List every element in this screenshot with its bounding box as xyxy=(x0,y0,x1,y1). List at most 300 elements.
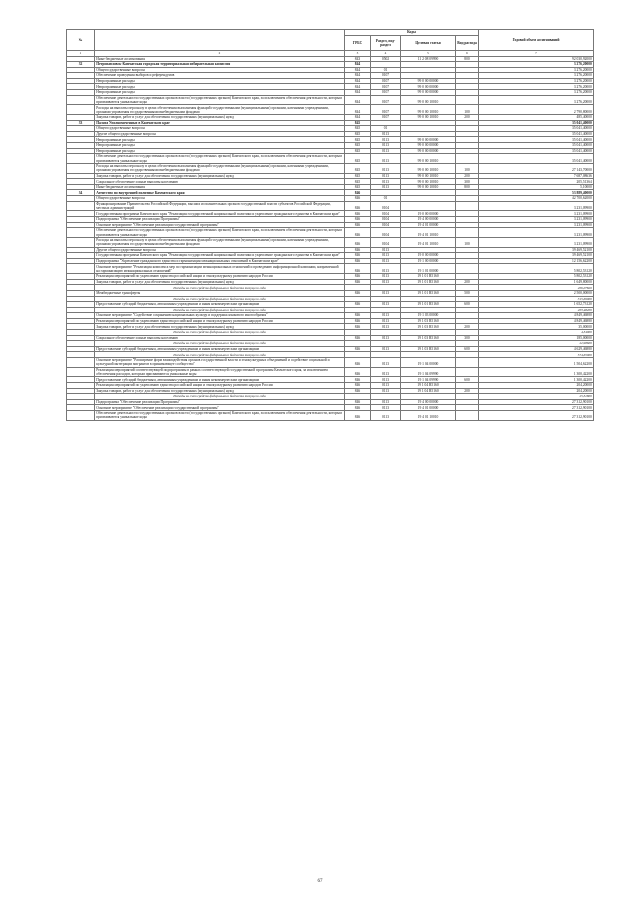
row-target-article: 99 0 00 00000 xyxy=(401,90,456,96)
row-name: Предоставление субсидий бюджетным, автономным учреждениям и иным некоммерческим организациям xyxy=(95,377,345,383)
row-name: Социальное обеспечение и иные выплаты населению xyxy=(95,335,345,341)
budget-table xyxy=(66,29,594,421)
row-name: Непрограммные расходы xyxy=(95,84,345,90)
row-amount: 39 469,52100 xyxy=(479,247,594,253)
row-target-article: 19 4 01 00000 xyxy=(401,222,456,228)
row-razdel: 0113 xyxy=(371,346,401,352)
row-amount: 4 629,46880 xyxy=(479,346,594,352)
row-name: Предоставление субсидий бюджетным, автономным учреждениям и иным некоммерческим организациям xyxy=(95,346,345,352)
row-razdel: 0113 xyxy=(371,131,401,137)
row-grbs: 846 xyxy=(345,410,371,420)
table-row xyxy=(67,237,594,247)
row-razdel: 0113 xyxy=(371,258,401,264)
row-razdel: 0104 xyxy=(371,201,401,211)
row-amount: 92 030,92000 xyxy=(479,56,594,62)
row-razdel: 0502 xyxy=(371,56,401,62)
row-grbs: 846 xyxy=(345,383,371,389)
row-razdel: 0113 xyxy=(371,143,401,149)
row-amount: 574,65900 xyxy=(479,352,594,358)
row-razdel: 0104 xyxy=(371,217,401,223)
row-razdel: 0113 xyxy=(371,367,401,377)
row-target-article: 99 0 00 10010 xyxy=(401,105,456,115)
row-name: Социальное обеспечение и иные выплаты населению xyxy=(95,179,345,185)
row-grbs: 846 xyxy=(345,222,371,228)
row-expense-type xyxy=(456,95,479,105)
row-grbs: 844 xyxy=(345,90,371,96)
row-name: Основное мероприятие "Реализация комплекса мер по гармонизации межнациональных отношений и проведению информационной кампании, направленной на гармонизацию межнациональных отношений" xyxy=(95,264,345,274)
row-razdel: 0113 xyxy=(371,247,401,253)
row-amount: 27 312,90100 xyxy=(479,399,594,405)
row-amount: 22,98600 xyxy=(479,341,594,347)
row-name: Обеспечение деятельности государственных органов власти (государственных органов) Камчатского края, за исключением обеспечения деятельности, которым присваиваются уникальные коды xyxy=(95,410,345,420)
row-amount: 27 312,90100 xyxy=(479,410,594,420)
row-grbs: 845 xyxy=(345,148,371,154)
row-amount: 204,20000 xyxy=(479,383,594,389)
row-number: 33 xyxy=(67,120,95,126)
row-name: Реализация мероприятий по укреплению единства российской нации и этнокультурному развитию народов России xyxy=(95,383,345,389)
row-expense-type: 600 xyxy=(456,377,479,383)
row-grbs: 846 xyxy=(345,388,371,394)
row-grbs: 845 xyxy=(345,154,371,164)
row-expense-type: 500 xyxy=(456,290,479,296)
row-amount: 5 802,53120 xyxy=(479,264,594,274)
row-target-article: 99 0 00 10010 xyxy=(401,95,456,105)
row-target-article: 19 4 01 10010 xyxy=(401,237,456,247)
row-amount: 2 790,80000 xyxy=(479,105,594,115)
row-razdel: 0107 xyxy=(371,78,401,84)
row-number xyxy=(67,367,95,377)
row-target-article: 19 1 03 R5160 xyxy=(401,346,456,352)
row-name: Расходы за счет средств федерального бюджета текущего года xyxy=(95,394,345,400)
row-name: Основное мероприятие "Обеспечение реализации государственной программы" xyxy=(95,222,345,228)
table-row xyxy=(67,154,594,164)
row-amount: 5,10000 xyxy=(479,184,594,190)
table-header-row xyxy=(67,30,594,36)
row-number xyxy=(67,264,95,274)
row-grbs: 846 xyxy=(345,313,371,319)
header-codes: Коды xyxy=(345,30,479,36)
row-name: Обеспечение деятельности государственных органов власти (государственных органов) Камчатского края, за исключением обеспечения деятельности, которым присваиваются уникальные коды xyxy=(95,95,345,105)
row-number: 34 xyxy=(67,190,95,196)
row-target-article: 19 1 01 R5160 xyxy=(401,279,456,285)
row-razdel: 01 xyxy=(371,196,401,202)
row-target-article: 19 1 03 R5160 xyxy=(401,335,456,341)
row-razdel: 0113 xyxy=(371,318,401,324)
colnum: 6 xyxy=(456,50,479,56)
header-number: № xyxy=(67,30,95,51)
row-expense-type xyxy=(456,201,479,211)
row-razdel: 0107 xyxy=(371,105,401,115)
row-name: Основное мероприятие "Обеспечение реализации государственной программы" xyxy=(95,405,345,411)
table-row xyxy=(67,264,594,274)
row-target-article: 19 1 01 R5160 xyxy=(401,302,456,308)
row-razdel: 0107 xyxy=(371,84,401,90)
row-expense-type xyxy=(456,410,479,420)
row-expense-type: 300 xyxy=(456,335,479,341)
row-name: Обеспечение деятельности государственных органов власти (государственных органов) Камчатского края, за исключением обеспечения деятельности, которым присваиваются уникальные коды xyxy=(95,228,345,238)
row-target-article xyxy=(401,201,456,211)
row-razdel: 0113 xyxy=(371,410,401,420)
row-expense-type xyxy=(456,357,479,367)
colnum: 3 xyxy=(345,50,371,56)
row-name: Закупка товаров, работ и услуг для обеспечения государственных (муниципальных) нужд xyxy=(95,279,345,285)
row-target-article: 99 0 00 10010 xyxy=(401,179,456,185)
row-grbs: 844 xyxy=(345,95,371,105)
row-razdel: 0113 xyxy=(371,264,401,274)
row-name: Непрограммные расходы xyxy=(95,137,345,143)
row-expense-type: 200 xyxy=(456,173,479,179)
row-expense-type xyxy=(456,154,479,164)
row-target-article: 19 0 00 00000 xyxy=(401,253,456,259)
row-grbs: 846 xyxy=(345,367,371,377)
row-grbs: 846 xyxy=(345,302,371,308)
row-grbs: 844 xyxy=(345,67,371,73)
budget-document-page xyxy=(66,29,593,421)
row-razdel: 01 xyxy=(371,67,401,73)
row-grbs: 844 xyxy=(345,84,371,90)
row-name: Агентство по внутренней политике Камчатского края xyxy=(95,190,345,196)
row-razdel: 0113 xyxy=(371,173,401,179)
row-name: Общегосударственные вопросы xyxy=(95,126,345,132)
colnum: 5 xyxy=(401,50,456,56)
row-grbs: 845 xyxy=(345,184,371,190)
row-number xyxy=(67,154,95,164)
row-grbs: 846 xyxy=(345,264,371,274)
row-target-article: 19 0 00 00000 xyxy=(401,211,456,217)
colnum: 1 xyxy=(67,50,95,56)
row-name: Государственная программа Камчатского края "Реализация государственной национальной политики и укрепление гражданского единства в Камчатском крае" xyxy=(95,211,345,217)
row-razdel: 0113 xyxy=(371,388,401,394)
row-target-article: 99 0 00 00000 xyxy=(401,148,456,154)
row-expense-type: 300 xyxy=(456,179,479,185)
row-expense-type: 200 xyxy=(456,388,479,394)
row-razdel: 0113 xyxy=(371,377,401,383)
row-target-article: 19 1 03 R5160 xyxy=(401,324,456,330)
row-razdel: 0113 xyxy=(371,279,401,285)
row-razdel: 0113 xyxy=(371,357,401,367)
row-name: Непрограммные расходы xyxy=(95,78,345,84)
row-name: Расходы за счет средств федерального бюджета текущего года xyxy=(95,352,345,358)
row-amount: 27 143,70000 xyxy=(479,163,594,173)
row-target-article: 19 4 01 10010 xyxy=(401,228,456,238)
row-expense-type: 100 xyxy=(456,237,479,247)
row-target-article: 99 0 00 10010 xyxy=(401,115,456,121)
table-row xyxy=(67,357,594,367)
row-grbs: 846 xyxy=(345,290,371,296)
colnum: 7 xyxy=(479,50,594,56)
row-name: Палата Уполномоченных в Камчатском крае xyxy=(95,120,345,126)
row-grbs: 846 xyxy=(345,274,371,280)
row-amount: 3 276,20000 xyxy=(479,95,594,105)
row-name: Непрограммные расходы xyxy=(95,90,345,96)
row-razdel: 0113 xyxy=(371,154,401,164)
table-row xyxy=(67,95,594,105)
row-name: Подпрограмма "Обеспечение реализации Программы" xyxy=(95,217,345,223)
row-razdel: 0113 xyxy=(371,383,401,389)
row-amount: 3 276,20000 xyxy=(479,78,594,84)
row-name: Непрограммные расходы xyxy=(95,143,345,149)
row-grbs: 846 xyxy=(345,324,371,330)
row-target-article: 99 0 00 00000 xyxy=(401,78,456,84)
row-name: Расходы за счет средств федерального бюджета текущего года xyxy=(95,341,345,347)
row-amount: 3 231,09900 xyxy=(479,201,594,211)
row-amount: 1 300,42200 xyxy=(479,367,594,377)
row-name: Подпрограмма "Укрепление гражданского единства и гармонизация межнациональных отношений в Камчатском крае" xyxy=(95,258,345,264)
row-grbs: 845 xyxy=(345,179,371,185)
row-target-article: 19 1 04 09990 xyxy=(401,377,456,383)
row-target-article: 99 0 00 10010 xyxy=(401,184,456,190)
row-amount: 4 849,46880 xyxy=(479,313,594,319)
row-grbs: 844 xyxy=(345,62,371,68)
row-name: Общегосударственные вопросы xyxy=(95,196,345,202)
row-grbs: 846 xyxy=(345,253,371,259)
row-razdel: 0113 xyxy=(371,324,401,330)
row-amount: 3 276,20000 xyxy=(479,67,594,73)
row-target-article: 19 1 04 R5160 xyxy=(401,383,456,389)
row-amount: 27 312,90100 xyxy=(479,405,594,411)
row-number: 32 xyxy=(67,62,95,68)
page-number: 67 xyxy=(317,879,323,884)
row-target-article: 99 0 00 10010 xyxy=(401,173,456,179)
row-name: Общегосударственные вопросы xyxy=(95,67,345,73)
row-amount: 35 041,40000 xyxy=(479,148,594,154)
row-target-article: 99 0 00 10010 xyxy=(401,154,456,164)
row-grbs: 846 xyxy=(345,228,371,238)
row-grbs: 846 xyxy=(345,279,371,285)
row-grbs: 846 xyxy=(345,377,371,383)
row-amount: 35 041,40000 xyxy=(479,131,594,137)
row-amount: 5 802,53120 xyxy=(479,274,594,280)
row-grbs: 845 xyxy=(345,163,371,173)
row-name: Функционирование Правительства Российской Федерации, высших исполнительных органов государственной власти субъектов Российской Федерации, местных администраций xyxy=(95,201,345,211)
table-row xyxy=(67,410,594,420)
row-target-article: 11 2 08 09990 xyxy=(401,56,456,62)
row-razdel: 0113 xyxy=(371,274,401,280)
row-name: Другие общегосударственные вопросы xyxy=(95,131,345,137)
row-grbs: 846 xyxy=(345,211,371,217)
row-target-article: 19 1 01 R5160 xyxy=(401,274,456,280)
row-grbs: 846 xyxy=(345,258,371,264)
row-target-article: 19 1 04 09990 xyxy=(401,367,456,377)
row-name: Расходы за счет средств федерального бюджета текущего года xyxy=(95,330,345,336)
row-grbs: 846 xyxy=(345,217,371,223)
row-name: Иные бюджетные ассигнования xyxy=(95,184,345,190)
row-razdel: 0113 xyxy=(371,179,401,185)
row-razdel: 0113 xyxy=(371,184,401,190)
row-amount: 1 300,42200 xyxy=(479,377,594,383)
row-name: Расходы на выплаты персоналу в целях обеспечения выполнения функций государственными (муниципальными) органами, казенными учреждениями, органами управления государственными внебюджетными фондами xyxy=(95,237,345,247)
row-amount: 3 276,20000 xyxy=(479,73,594,79)
row-razdel: 0104 xyxy=(371,237,401,247)
row-name: Государственная программа Камчатского края "Реализация государственной национальной политики и укрепление гражданского единства в Камчатском крае" xyxy=(95,253,345,259)
header-grbs: ГРБС xyxy=(345,35,371,50)
row-name: Расходы за счет средств федерального бюджета текущего года xyxy=(95,296,345,302)
row-grbs: 845 xyxy=(345,137,371,143)
row-target-article: 19 1 01 R5160 xyxy=(401,290,456,296)
row-amount: 203,48200 xyxy=(479,307,594,313)
row-amount: 4,34900 xyxy=(479,330,594,336)
row-expense-type: 200 xyxy=(456,279,479,285)
row-amount: 35 041,40000 xyxy=(479,137,594,143)
row-amount: 35 041,40000 xyxy=(479,120,594,126)
row-amount: 35 041,40000 xyxy=(479,126,594,132)
row-grbs: 846 xyxy=(345,357,371,367)
row-amount: 3 231,09900 xyxy=(479,222,594,228)
row-grbs: 846 xyxy=(345,399,371,405)
row-grbs: 845 xyxy=(345,143,371,149)
table-row xyxy=(67,163,594,173)
row-name: Петропавловск-Камчатская городская территориальная избирательная комиссия xyxy=(95,62,345,68)
row-amount: 1 649,80000 xyxy=(479,279,594,285)
row-amount: 53 889,40000 xyxy=(479,190,594,196)
header-name xyxy=(95,30,345,51)
row-target-article: 19 1 01 00000 xyxy=(401,264,456,274)
row-grbs: 844 xyxy=(345,105,371,115)
row-amount: 3 276,20000 xyxy=(479,62,594,68)
row-grbs: 843 xyxy=(345,56,371,62)
row-number xyxy=(67,95,95,105)
row-number xyxy=(67,163,95,173)
row-expense-type xyxy=(456,264,479,274)
row-name: Межбюджетные трансферты xyxy=(95,290,345,296)
table-body xyxy=(67,56,594,420)
row-amount: 25,32800 xyxy=(479,394,594,400)
row-name: Обеспечение проведения выборов и референдумов xyxy=(95,73,345,79)
row-number xyxy=(67,237,95,247)
row-grbs: 845 xyxy=(345,131,371,137)
row-grbs: 846 xyxy=(345,201,371,211)
row-grbs: 846 xyxy=(345,196,371,202)
row-razdel: 0104 xyxy=(371,228,401,238)
row-name: Предоставление субсидий бюджетным, автономным учреждениям и иным некоммерческим организациям xyxy=(95,302,345,308)
row-amount: 2 500,00000 xyxy=(479,290,594,296)
header-target-article: Целевая статья xyxy=(401,35,456,50)
row-grbs: 844 xyxy=(345,73,371,79)
row-target-article: 99 0 00 10010 xyxy=(401,163,456,173)
row-razdel: 0107 xyxy=(371,115,401,121)
header-expense-type: Вид расхода xyxy=(456,35,479,50)
row-amount: 12 156,62200 xyxy=(479,258,594,264)
row-amount: 3 231,09900 xyxy=(479,228,594,238)
row-razdel: 0113 xyxy=(371,148,401,154)
row-name: Закупка товаров, работ и услуг для обеспечения государственных (муниципальных) нужд xyxy=(95,115,345,121)
row-name: Реализация мероприятий по укреплению единства российской нации и этнокультурному развитию народов России xyxy=(95,274,345,280)
colnum: 2 xyxy=(95,50,345,56)
row-grbs: 846 xyxy=(345,237,371,247)
row-target-article: 19 1 00 00000 xyxy=(401,258,456,264)
row-amount: 1 504,62200 xyxy=(479,357,594,367)
row-grbs: 845 xyxy=(345,173,371,179)
header-amount: Годовой объем ассигнований xyxy=(479,30,594,51)
row-name: Реализация мероприятий по укреплению единства российской нации и этнокультурному развитию народов России xyxy=(95,318,345,324)
row-expense-type: 800 xyxy=(456,56,479,62)
row-name: Подпрограмма "Обеспечение реализации Программы" xyxy=(95,399,345,405)
row-grbs: 846 xyxy=(345,346,371,352)
row-amount: 35 041,40000 xyxy=(479,143,594,149)
row-amount: 3 231,09900 xyxy=(479,211,594,217)
row-razdel: 0113 xyxy=(371,163,401,173)
row-razdel: 0113 xyxy=(371,302,401,308)
table-row xyxy=(67,367,594,377)
row-grbs: 844 xyxy=(345,78,371,84)
row-grbs: 844 xyxy=(345,115,371,121)
row-target-article: 19 1 03 R5160 xyxy=(401,318,456,324)
row-name: Закупка товаров, работ и услуг для обеспечения государственных (муниципальных) нужд xyxy=(95,324,345,330)
colnum: 4 xyxy=(371,50,401,56)
row-name: Другие общегосударственные вопросы xyxy=(95,247,345,253)
row-target-article: 99 0 00 00000 xyxy=(401,84,456,90)
row-razdel: 0113 xyxy=(371,253,401,259)
row-name: Реализация мероприятий соответствующей подпрограммы в рамках соответствующей государственной программы Камчатского края, за исключением обеспечения расходов, которым присваиваются уникальные коды xyxy=(95,367,345,377)
header-razdel: Раздел, под-раздел xyxy=(371,35,401,50)
row-amount: 39 469,52100 xyxy=(479,253,594,259)
row-amount: 485,40000 xyxy=(479,115,594,121)
row-grbs: 845 xyxy=(345,126,371,132)
row-number xyxy=(67,228,95,238)
row-razdel: 0113 xyxy=(371,137,401,143)
row-name: Расходы за счет средств федерального бюджета текущего года xyxy=(95,285,345,291)
row-amount: 4 849,46880 xyxy=(479,318,594,324)
row-expense-type: 800 xyxy=(456,184,479,190)
row-grbs: 845 xyxy=(345,120,371,126)
row-razdel: 0113 xyxy=(371,335,401,341)
row-target-article: 19 1 04 00000 xyxy=(401,357,456,367)
row-number xyxy=(67,410,95,420)
row-amount: 3 231,09900 xyxy=(479,237,594,247)
row-amount: 206,07820 xyxy=(479,285,594,291)
row-razdel: 0113 xyxy=(371,313,401,319)
row-expense-type: 600 xyxy=(456,346,479,352)
row-grbs: 846 xyxy=(345,318,371,324)
row-target-article: 19 4 00 00000 xyxy=(401,399,456,405)
row-number xyxy=(67,201,95,211)
row-expense-type: 600 xyxy=(456,302,479,308)
row-target-article: 19 1 04 R5160 xyxy=(401,388,456,394)
row-target-article: 19 4 01 10010 xyxy=(401,410,456,420)
row-name: Основное мероприятие "Расширение форм взаимодействия органов государственной власти и этнокультурных объединений и содействие социальной и культурной интеграции мигрантов в принимающее сообщество" xyxy=(95,357,345,367)
row-expense-type xyxy=(456,228,479,238)
row-amount: 3 276,20000 xyxy=(479,90,594,96)
row-expense-type: 100 xyxy=(456,105,479,115)
table-row xyxy=(67,201,594,211)
row-name: Закупка товаров, работ и услуг для обеспечения государственных (муниципальных) нужд xyxy=(95,173,345,179)
row-razdel: 0113 xyxy=(371,399,401,405)
row-expense-type: 200 xyxy=(456,324,479,330)
row-amount: 7 687,08636 xyxy=(479,173,594,179)
row-target-article: 99 0 00 00000 xyxy=(401,143,456,149)
row-number xyxy=(67,357,95,367)
row-razdel: 0107 xyxy=(371,95,401,105)
row-target-article: 19 4 01 00000 xyxy=(401,405,456,411)
row-name: Расходы за счет средств федерального бюджета текущего года xyxy=(95,307,345,313)
row-amount: 185,00000 xyxy=(479,335,594,341)
row-grbs: 846 xyxy=(345,190,371,196)
row-razdel: 0104 xyxy=(371,222,401,228)
row-amount: 35 041,40000 xyxy=(479,154,594,164)
row-razdel: 0107 xyxy=(371,90,401,96)
row-razdel: 0107 xyxy=(371,73,401,79)
row-target-article: 19 4 00 00000 xyxy=(401,217,456,223)
row-amount: 3 276,20000 xyxy=(479,84,594,90)
row-amount: 3 231,09900 xyxy=(479,217,594,223)
row-grbs: 846 xyxy=(345,405,371,411)
row-name: Основное мероприятие "Содействие сохранению национальных культур и поддержка языкового многообразия" xyxy=(95,313,345,319)
table-row xyxy=(67,105,594,115)
row-amount: 1 652,73120 xyxy=(479,302,594,308)
row-target-article: 99 0 00 00000 xyxy=(401,137,456,143)
row-expense-type xyxy=(456,367,479,377)
row-number xyxy=(67,105,95,115)
